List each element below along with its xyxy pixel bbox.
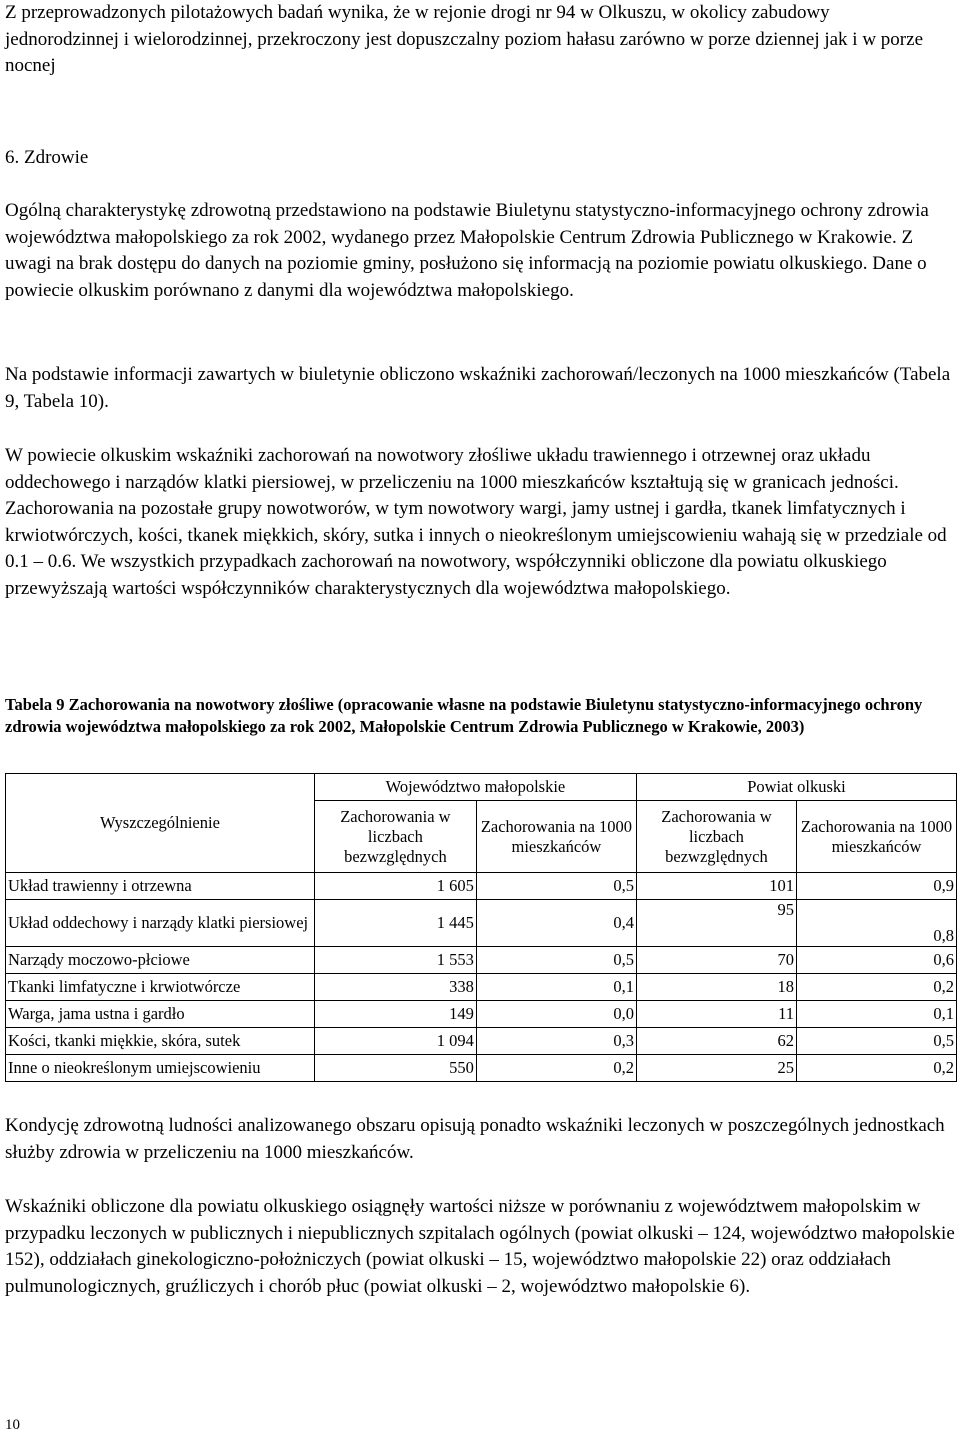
voivodeship-absolute: 1 445	[314, 900, 476, 947]
county-rate: 0,5	[796, 1028, 956, 1055]
county-rate: 0,2	[796, 1055, 956, 1082]
county-rate: 0,9	[796, 873, 956, 900]
table-group-header-row	[6, 774, 957, 801]
voivodeship-rate: 0,2	[476, 1055, 636, 1082]
table-row	[6, 947, 957, 974]
indicators-paragraph: Na podstawie informacji zawartych w biuletynie obliczono wskaźniki zachorowań/leczonych na 1000 mieszkańców (Tabela 9, Tabela 10).	[5, 364, 951, 412]
county-absolute: 70	[636, 947, 796, 974]
intro-paragraph: Z przeprowadzonych pilotażowych badań wynika, że w rejonie drogi nr 94 w Olkuszu, w okolicy zabudowy jednorodzinnej i wielorodzinnej, przekroczony jest dopuszczalny poziom hałasu zarówno w porze dziennej jak i w porze nocnej	[5, 2, 924, 76]
voivodeship-absolute: 1 553	[314, 947, 476, 974]
voivodeship-rate: 0,4	[476, 900, 636, 947]
health-overview-paragraph: Ogólną charakterystykę zdrowotną przedstawiono na podstawie Biuletynu statystyczno-informacyjnego ochrony zdrowia województwa małopolskiego za rok 2002, wydanego przez Małopolskie Centrum Zdrowia Publicznego w Krakowie. Z uwagi na brak dostępu do danych na poziomie gminy, posłużono się informacją na poziomie powiatu olkuskiego. Dane o powiecie olkuskim porównano z danymi dla województwa małopolskiego.	[5, 200, 929, 301]
county-absolute: 95	[636, 900, 796, 947]
voivodeship-rate: 0,5	[476, 873, 636, 900]
table-row	[6, 900, 957, 947]
row-label: Kości, tkanki miękkie, skóra, sutek	[6, 1028, 315, 1055]
voivodeship-rate: 0,1	[476, 974, 636, 1001]
header-county-rate: Zachorowania na 1000 mieszkańców	[796, 801, 956, 873]
section-heading: 6. Zdrowie	[5, 147, 89, 168]
county-absolute: 18	[636, 974, 796, 1001]
page-number: 10	[5, 1417, 20, 1433]
voivodeship-absolute: 1 605	[314, 873, 476, 900]
header-group-county: Powiat olkuski	[636, 774, 956, 801]
cancer-paragraph: W powiecie olkuskim wskaźniki zachorowań na nowotwory złośliwe układu trawiennego i otrzewnej oraz układu oddechowego i narządów klatki piersiowej, w przeliczeniu na 1000 mieszkańców kształtują się w granicach jedności. Zachorowania na pozostałe grupy nowotworów, w tym nowotwory wargi, jamy ustnej i gardła, tkanek limfatycznych i krwiotwórczych, kości, tkanek miękkich, skóry, sutka i innych o nieokreślonym umiejscowieniu wahają się w przedziale od 0.1 – 0.6. We wszystkich przypadkach zachorowań na nowotwory, współczynniki obliczone dla powiatu olkuskiego przewyższają wartości współczynników charakterystycznych dla województwa małopolskiego.	[5, 445, 947, 599]
cancer-table	[5, 773, 957, 1082]
county-rate: 0,2	[796, 974, 956, 1001]
county-rate: 0,1	[796, 1001, 956, 1028]
county-absolute: 25	[636, 1055, 796, 1082]
county-rate: 0,6	[796, 947, 956, 974]
header-label: Wyszczególnienie	[6, 774, 315, 873]
table-row	[6, 1055, 957, 1082]
header-voivodeship-rate: Zachorowania na 1000 mieszkańców	[476, 801, 636, 873]
county-absolute: 11	[636, 1001, 796, 1028]
row-label: Układ trawienny i otrzewna	[6, 873, 315, 900]
county-rate: 0,8	[796, 900, 956, 947]
row-label: Tkanki limfatyczne i krwiotwórcze	[6, 974, 315, 1001]
voivodeship-rate: 0,3	[476, 1028, 636, 1055]
condition-paragraph: Kondycję zdrowotną ludności analizowanego obszaru opisują ponadto wskaźniki leczonych w poszczególnych jednostkach służby zdrowia w przeliczeniu na 1000 mieszkańców.	[5, 1115, 945, 1163]
row-label: Inne o nieokreślonym umiejscowieniu	[6, 1055, 315, 1082]
county-absolute: 101	[636, 873, 796, 900]
voivodeship-absolute: 1 094	[314, 1028, 476, 1055]
voivodeship-absolute: 338	[314, 974, 476, 1001]
row-label: Warga, jama ustna i gardło	[6, 1001, 315, 1028]
voivodeship-absolute: 149	[314, 1001, 476, 1028]
table-row	[6, 1028, 957, 1055]
header-voivodeship-absolute: Zachorowania w liczbach bezwzględnych	[314, 801, 476, 873]
voivodeship-rate: 0,5	[476, 947, 636, 974]
table-row	[6, 873, 957, 900]
table-caption: Tabela 9 Zachorowania na nowotwory złośliwe (opracowanie własne na podstawie Biuletynu statystyczno-informacyjnego ochrony zdrowia województwa małopolskiego za rok 2002, Małopolskie Centrum Zdrowia Publicznego w Krakowie, 2003)	[5, 695, 923, 736]
hospitals-paragraph: Wskaźniki obliczone dla powiatu olkuskiego osiągnęły wartości niższe w porównaniu z województwem małopolskim w przypadku leczonych w publicznych i niepublicznych szpitalach ogólnych (powiat olkuski – 124, województwo małopolskie 152), oddziałach ginekologiczno-położniczych (powiat olkuski – 15, województwo małopolskie 22) oraz oddziałach pulmunologicznych, gruźliczych i chorób płuc (powiat olkuski – 2, województwo małopolskie 6).	[5, 1196, 955, 1297]
row-label: Narządy moczowo-płciowe	[6, 947, 315, 974]
header-group-voivodeship: Województwo małopolskie	[314, 774, 636, 801]
voivodeship-absolute: 550	[314, 1055, 476, 1082]
county-absolute: 62	[636, 1028, 796, 1055]
voivodeship-rate: 0,0	[476, 1001, 636, 1028]
table-row	[6, 1001, 957, 1028]
table-row	[6, 974, 957, 1001]
header-county-absolute: Zachorowania w liczbach bezwzględnych	[636, 801, 796, 873]
row-label: Układ oddechowy i narządy klatki piersiowej	[6, 900, 315, 947]
